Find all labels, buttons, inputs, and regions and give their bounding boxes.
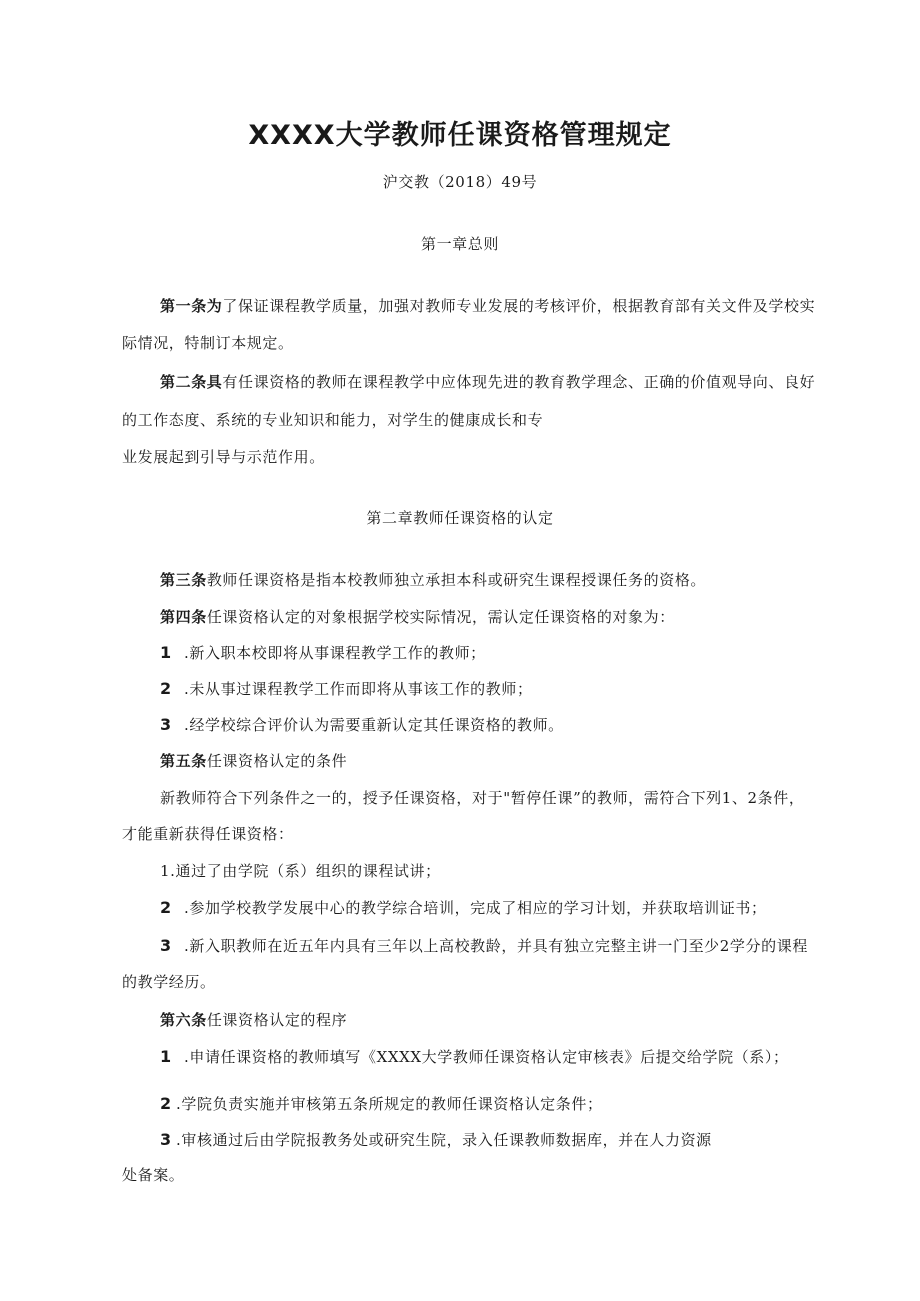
article-5-paragraph: 新教师符合下列条件之一的，授予任课资格，对于"暂停任课”的教师，需符合下列1、2条件，: [160, 789, 805, 807]
list-item: [160, 1130, 712, 1150]
article-4: [160, 607, 675, 627]
article-3-label: 第三条: [160, 571, 207, 589]
list-item-text: 未从事过课程教学工作而即将从事该工作的教师；: [189, 680, 533, 698]
chapter-2-heading: 第二章教师任课资格的认定: [366, 509, 554, 527]
article-5: [160, 751, 347, 771]
document-number: 沪交教（2018）49号: [382, 173, 538, 191]
document-title: XXXX大学教师任课资格管理规定: [248, 120, 672, 151]
article-6: [160, 1010, 347, 1030]
list-item-number: 3: [160, 715, 172, 734]
article-5-text: 任课资格认定的条件: [206, 752, 348, 770]
list-item-number: 2: [160, 898, 172, 917]
list-item-text: .审核通过后由学院报教务处或研究生院，录入任课教师数据库，并在人力资源: [176, 1131, 712, 1149]
list-item: [160, 1047, 789, 1067]
article-6-label: 第六条: [160, 1011, 207, 1029]
list-item: [160, 1094, 603, 1114]
chapter-1-heading: 第一章总则: [420, 235, 499, 253]
article-6-text: 任课资格认定的程序: [206, 1011, 348, 1029]
list-item-number: 1: [160, 1047, 172, 1066]
list-item-text: .申请任课资格的教师填写《XXXX大学教师任课资格认定审核表》后提交给学院（系）；: [184, 1048, 789, 1066]
list-item: [160, 898, 767, 918]
article-1: [160, 296, 815, 316]
list-item: 1.通过了由学院（系）组织的课程试讲；: [160, 862, 441, 880]
list-item-number: 2: [160, 1094, 172, 1113]
article-2-continued-2: 业发展起到引导与示范作用。: [122, 448, 325, 466]
list-item-text: .参加学校教学发展中心的教学综合培训，完成了相应的学习计划，并获取培训证书；: [184, 899, 767, 917]
article-2: [160, 372, 815, 392]
article-1-label: 第一条为: [160, 297, 223, 315]
article-5-paragraph-continued: 才能重新获得任课资格：: [122, 825, 294, 843]
article-2-label: 第二条具: [160, 373, 223, 391]
article-4-label: 第四条: [160, 608, 207, 626]
article-1-continued: 际情况，特制订本规定。: [122, 334, 294, 352]
list-item-number: 2: [160, 679, 172, 698]
list-item-text: .新入职教师在近五年内具有三年以上高校教龄，并具有独立完整主讲一门至少2学分的课程: [184, 937, 808, 955]
list-item-continued: 处备案。: [122, 1166, 185, 1184]
list-item-text: 新入职本校即将从事课程教学工作的教师；: [189, 644, 486, 662]
article-3: [160, 570, 706, 590]
article-1-text: 了保证课程教学质量，加强对教师专业发展的考核评价，根据教育部有关文件及学校实: [222, 297, 816, 315]
list-item-continued: 的教学经历。: [122, 973, 216, 991]
list-item-number: 3: [160, 936, 172, 955]
list-item-number: 3: [160, 1130, 172, 1149]
list-item-text: .学院负责实施并审核第五条所规定的教师任课资格认定条件；: [176, 1095, 603, 1113]
list-item: 3 .经学校综合评价认为需要重新认定其任课资格的教师。: [160, 715, 564, 734]
article-2-text: 有任课资格的教师在课程教学中应体现先进的教育教学理念、正确的价值观导向、良好: [222, 373, 816, 391]
list-item-number: 1: [160, 643, 172, 662]
list-item: 1 .新入职本校即将从事课程教学工作的教师；: [160, 643, 486, 662]
article-3-text: 教师任课资格是指本校教师独立承担本科或研究生课程授课任务的资格。: [206, 571, 707, 589]
list-item-text: 经学校综合评价认为需要重新认定其任课资格的教师。: [189, 716, 564, 734]
article-5-label: 第五条: [160, 752, 207, 770]
list-item: [160, 936, 808, 956]
article-2-continued: 的工作态度、系统的专业知识和能力，对学生的健康成长和专: [122, 411, 544, 429]
list-item: 2 .未从事过课程教学工作而即将从事该工作的教师；: [160, 679, 533, 698]
article-4-text: 任课资格认定的对象根据学校实际情况，需认定任课资格的对象为：: [206, 608, 675, 626]
